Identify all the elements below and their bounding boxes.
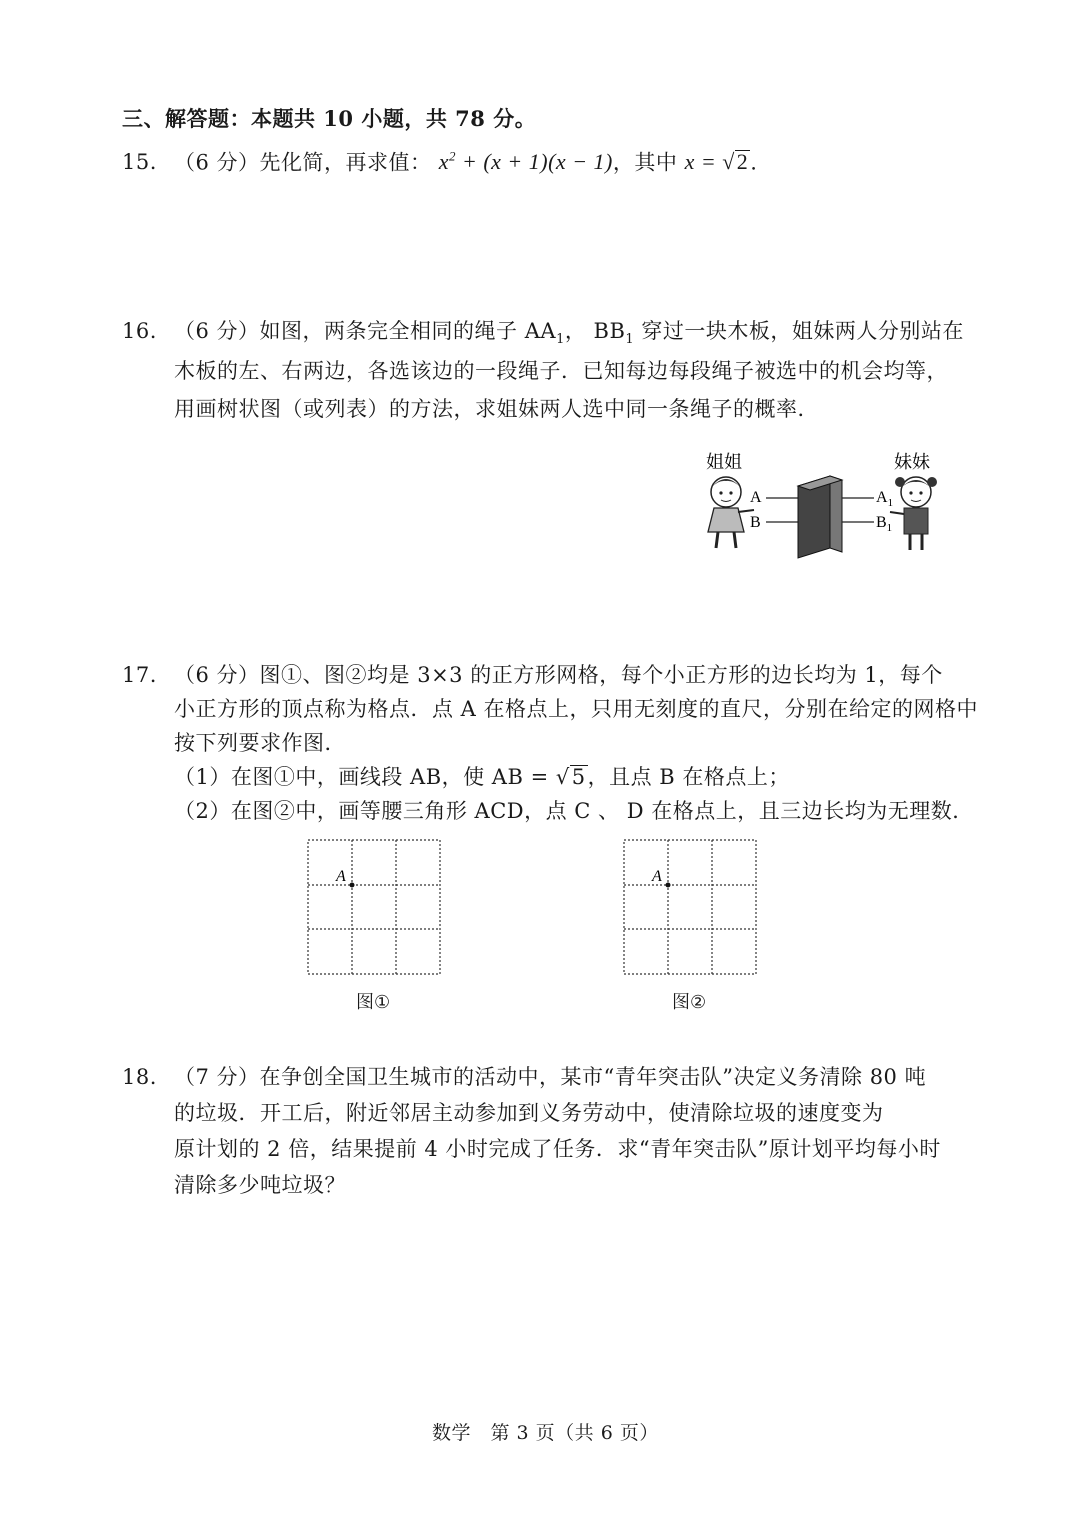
younger-sister-label: 妹妹 (894, 452, 930, 472)
question-15: 15. （6 分）先化简，再求值： $x^2 + (x + 1)(x - 1)$，其中 x = √2. (122, 142, 757, 177)
question-18-line-3: 原计划的 2 倍，结果提前 4 小时完成了任务．求“青年突击队”原计划平均每小时 (174, 1137, 941, 1161)
question-16-line-1: 16. （6 分）如图，两条完全相同的绳子 $AA_1$， $BB_1$ 穿过一块木板，姐妹两人分别站在 (122, 316, 964, 355)
question-number: 17. (122, 663, 157, 687)
figure-2-caption: 图② (672, 992, 707, 1013)
question-number: 18. (122, 1065, 157, 1089)
rope-label-b1: $B_1$ (876, 514, 893, 534)
elder-sister-figure (708, 477, 754, 548)
question-17-part-2: （2）在图②中，画等腰三角形 ACD，点 C 、 D 在格点上，且三边长均为无理数． (174, 799, 974, 823)
question-16-line-3: 用画树状图（或列表）的方法，求姐妹两人选中同一条绳子的概率． (174, 397, 819, 421)
question-number: 16. (122, 319, 157, 343)
grid-point-a (666, 883, 671, 888)
question-16-line-2: 木板的左、右两边，各选该边的一段绳子．已知每边每段绳子被选中的机会均等， (174, 359, 948, 383)
wooden-board (798, 476, 842, 558)
rope-label-a: A (750, 489, 762, 506)
question-18-line-1: 18. （7 分）在争创全国卫生城市的活动中，某市“青年突击队”决定义务清除 80 吨 (122, 1062, 926, 1092)
grid-point-a (350, 883, 355, 888)
younger-sister-figure (890, 477, 937, 550)
rope-board-figure (690, 440, 950, 570)
question-17-line-3: 按下列要求作图． (174, 731, 346, 755)
question-17-line-2: 小正方形的顶点称为格点．点 A 在格点上，只用无刻度的直尺，分别在给定的网格中 (174, 697, 979, 721)
question-18-line-4: 清除多少吨垃圾？ (174, 1173, 346, 1197)
point-label: A (652, 868, 662, 885)
condition-math: x = √2 (684, 149, 749, 175)
elder-sister-label: 姐姐 (706, 452, 742, 472)
grid-figure-2 (616, 834, 766, 984)
rope-label-b: B (750, 514, 761, 531)
figure-1-caption: 图① (356, 992, 391, 1013)
question-17-part-1: （1）在图①中，画线段 AB，使 AB = √5，且点 B 在格点上； (174, 765, 790, 789)
question-17-line-1: 17. （6 分）图①、图②均是 3×3 的正方形网格，每个小正方形的边长均为 1，每个 (122, 660, 943, 690)
math-expression: $x^2 + (x + 1)(x - 1)$ (438, 149, 613, 175)
section-header: 三、解答题：本题共 10 小题，共 78 分。 (122, 106, 537, 131)
condition-text: ，其中 (612, 150, 685, 175)
question-score: （6 分） (174, 150, 260, 175)
page-footer: 数学 第 3 页（共 6 页） (432, 1422, 659, 1444)
rope-label-a1: $A_1$ (876, 489, 894, 509)
question-number: 15. (122, 150, 157, 175)
question-text: 先化简，再求值： (259, 150, 432, 175)
question-18-line-2: 的垃圾．开工后，附近邻居主动参加到义务劳动中，使清除垃圾的速度变为 (174, 1101, 884, 1125)
grid-figure-1 (300, 834, 450, 984)
point-label: A (336, 868, 346, 885)
